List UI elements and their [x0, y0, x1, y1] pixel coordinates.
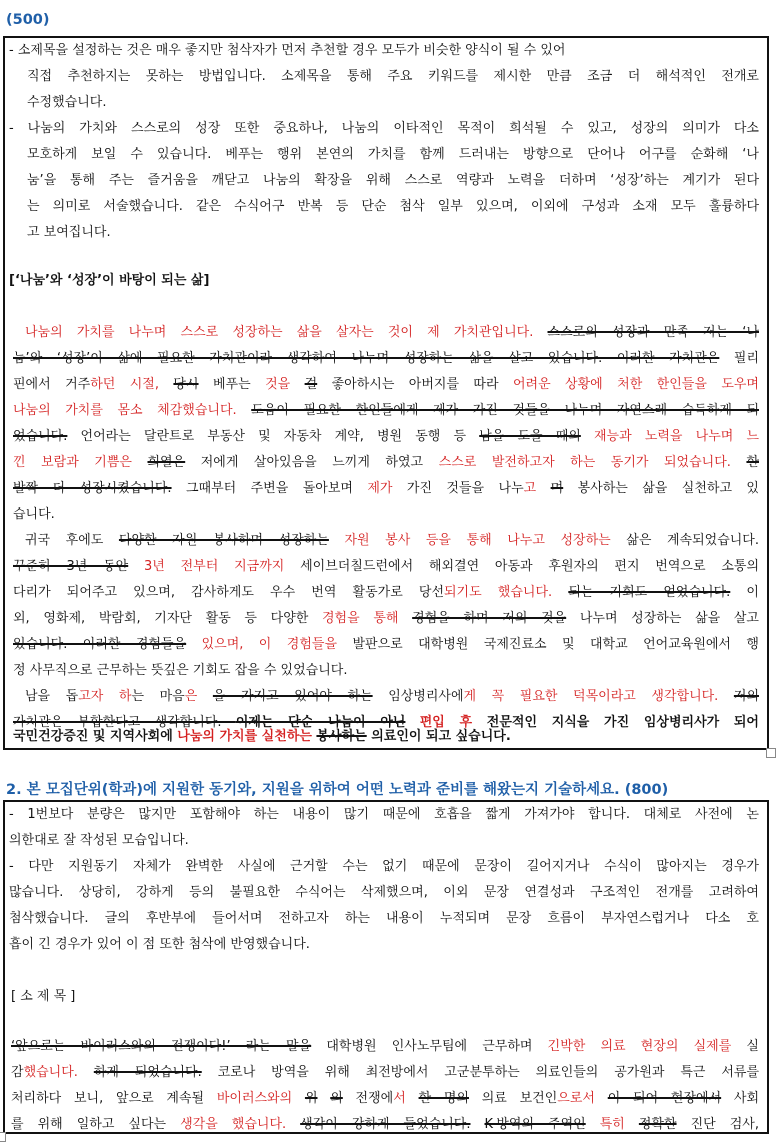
review-note-line: 고 보여집니다. — [27, 225, 111, 240]
essay-line: 처리하다 보니, 앞으로 계속될 바이러스와의 위 의 전쟁에서 한 명의 의료 보건인으로서 이 되어 현장에서 사회 — [11, 1091, 759, 1106]
review-note-line: 눔’을 통해 주는 즐거움을 깨닫고 나눔의 확장을 위해 스스로 역량과 노력을 더하며 ‘성장’하는 계기가 된다 — [27, 173, 759, 188]
review-note-line: 첨삭했습니다. 글의 후반부에 들어서며 전하고자 하는 내용이 누적되며 문장 흐름이 부자연스럽거나 다소 호 — [9, 911, 759, 926]
essay-line: 나눔의 가치를 몸소 체감했습니다. 도움이 필요한 한인들에게 제가 가진 것들을 나누며 자연스레 습득하게 되 — [13, 403, 759, 418]
essay-line: 핀에서 거주하던 시절, 당시 베푸는 것을 걸 좋아하시는 아버지를 따라 어려운 상황에 처한 한인들을 도우며 — [13, 377, 759, 392]
section2-box — [3, 800, 769, 1134]
essay-line: 나눔의 가치를 나누며 스스로 성장하는 삶을 살자는 것이 제 가치관입니다. 스스로의 성장과 만족 저는 ‘나 — [25, 325, 759, 340]
review-note-line: 모호하게 보일 수 있습니다. 베푸는 행위 본연의 가치를 함께 드러내는 방향으로 단어나 어구를 순화해 ‘나 — [27, 147, 759, 162]
essay-line: 다리가 되어주고 있으며, 감사하게도 우수 번역 활동가로 당선되기도 했습니다. 되는 기회도 얻었습니다. 이 — [13, 585, 759, 600]
essay-line: 국민건강증진 및 지역사회에 나눔의 가치를 실천하는 봉사하는 의료인이 되고 싶습니다. — [13, 729, 511, 744]
review-note-line: - 나눔의 가치와 스스로의 성장 또한 중요하나, 나눔의 이타적인 목적이 희석될 수 있고, 성장의 의미가 다소 — [9, 121, 759, 136]
essay-line: 감했습니다. 하게 되었습니다. 코로나 방역을 위해 최전방에서 고군분투하는 의료인들의 공가원과 특근 서류를 — [11, 1065, 759, 1080]
review-note-line: 수정했습니다. — [27, 95, 107, 110]
essay-subtitle: [‘나눔’와 ‘성장’이 바탕이 되는 삶] — [9, 273, 210, 288]
essay-line: 낀 보람과 기쁨은 희열은 저에게 살아있음을 느끼게 하였고 스스로 발전하고자 하는 동기가 되었습니다. 한 — [13, 455, 759, 470]
essay-line: 외, 영화제, 박람회, 기자단 활동 등 다양한 경험을 통해 경험을 하며 저의 것을 나누며 성장하는 삶을 살고 — [13, 611, 759, 626]
essay-line: 습니다. — [13, 507, 55, 522]
section1-count-label: (500) — [6, 12, 50, 28]
essay-line: 눔’와 ‘성장’이 삶에 필요한 가치관이라 생각하여 나누며 성장하는 삶을 살고 있습니다. 이러한 가치관은 필리 — [13, 351, 759, 366]
review-note-line: 많습니다. 상당히, 강하게 등의 불필요한 수식어는 삭제했으며, 이외 문장 연결성과 구조적인 전개를 고려하여 — [9, 885, 759, 900]
review-note-line: 는 의미로 서술했습니다. 같은 수식어구 반복 등 단순 첨삭 일부 있으며, 이외에 구성과 소재 모두 훌륭하다 — [27, 199, 759, 214]
section1-box — [3, 36, 769, 750]
review-note-line: 흡이 긴 경우가 있어 이 점 또한 첨삭에 반영했습니다. — [9, 937, 310, 952]
review-note-line: - 다만 지원동기 자체가 완벽한 사실에 근거할 수는 없기 때문에 문장이 길어지거나 수식이 많아지는 경우가 — [9, 859, 759, 874]
essay-line: 꾸준히 3년 동안 3년 전부터 지금까지 세이브더칠드런에서 해외결연 아동과 후원자의 편지 번역으로 소통의 — [13, 559, 759, 574]
essay-line: 남을 돕고자 하는 마음은 을 가지고 있어야 하는 임상병리사에게 꼭 필요한 덕목이라고 생각합니다. 저의 — [25, 689, 759, 704]
review-note-line: - 소제목을 설정하는 것은 매우 좋지만 첨삭자가 먼저 추천할 경우 모두가 비슷한 양식이 될 수 있어 — [9, 43, 566, 58]
review-note-line: - 1번보다 분량은 많지만 포함해야 하는 내용이 많기 때문에 호흡을 짧게 가져가야 합니다. 대체로 사전에 논 — [9, 807, 759, 822]
table-resize-handle[interactable] — [766, 748, 776, 758]
essay-line: 었습니다. 언어라는 달란트로 부동산 및 자동차 계약, 병원 동행 등 남을 도울 때의 재능과 노력을 나누며 느 — [13, 429, 759, 444]
essay-line: 귀국 후에도 다양한 자원 봉사하며 성장하는 자원 봉사 등을 통해 나누고 성장하는 삶은 계속되었습니다. — [25, 533, 759, 548]
essay-line: 가치관은 부합한다고 생각합니다. 이제는 단순 나눔이 아닌 편입 후 전문적인 지식을 가진 임상병리사가 되어 — [13, 715, 759, 730]
section2-question: 2. 본 모집단위(학과)에 지원한 동기와, 지원을 위하여 어떤 노력과 준비를 해왔는지 기술하세요. (800) — [6, 782, 669, 798]
essay-line: 있습니다. 이러한 경험들을 있으며, 이 경험들을 발판으로 대학병원 국제진료소 및 대학교 언어교육원에서 행 — [13, 637, 759, 652]
review-note-line: 의한대로 잘 작성된 모습입니다. — [9, 833, 189, 848]
essay-line: 를 위해 일하고 싶다는 생각을 했습니다. 생각이 강하게 들었습니다. K-방역의 주역인 특히 정확한 진단 검사, — [11, 1117, 759, 1132]
essay-line: 정 사무직으로 근무하는 뜻깊은 기회도 잡을 수 있었습니다. — [13, 663, 348, 678]
review-note-line: 직접 추천하지는 못하는 방법입니다. 소제목을 통해 주요 키워드를 제시한 만큼 조금 더 해석적인 전개로 — [27, 69, 759, 84]
essay-line: 발짝 더 성장시켰습니다. 그때부터 주변을 돌아보며 제가 가진 것들을 나누고 며 봉사하는 삶을 실천하고 있 — [13, 481, 759, 496]
table-resize-handle[interactable] — [0, 1132, 6, 1142]
essay-line: ‘앞으로는 바이러스와의 전쟁이다!’ 라는 말을 대학병원 인사노무팀에 근무하며 긴박한 의료 현장의 실제를 실 — [11, 1039, 759, 1054]
subtitle-placeholder: [ 소 제 목 ] — [11, 989, 76, 1004]
